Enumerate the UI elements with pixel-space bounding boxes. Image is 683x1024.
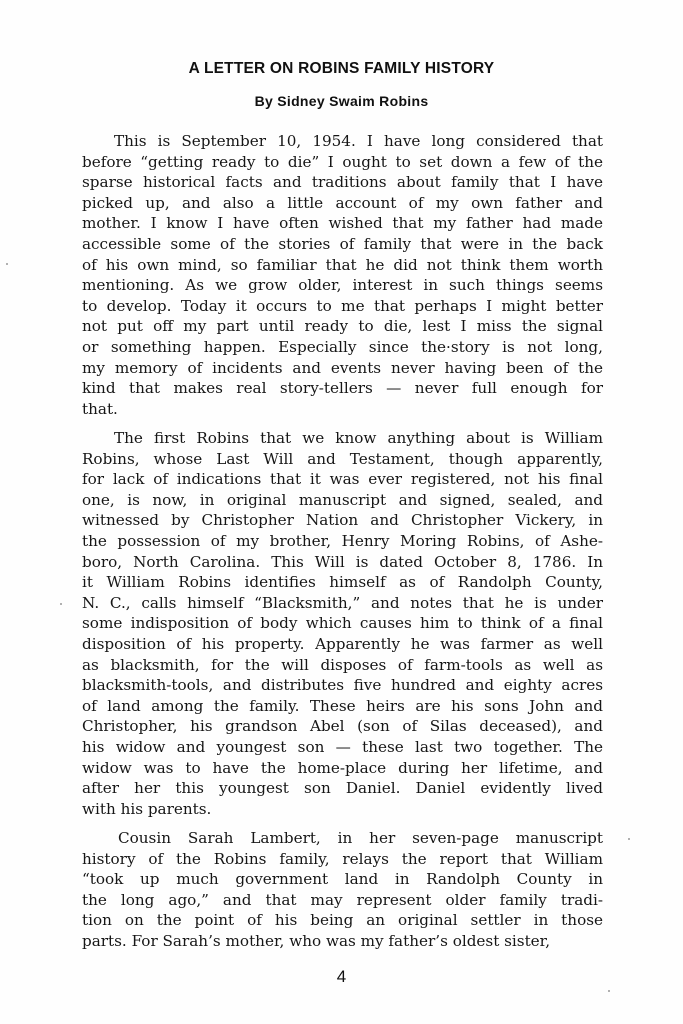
text-line: kind that makes real story-tellers — never full enough for: [82, 379, 603, 398]
text-line: to develop. Today it occurs to me that perhaps I might better: [82, 296, 603, 315]
text-line: the possession of my brother, Henry Moring Robins, of Ashe-: [82, 531, 603, 550]
text-line: This is September 10, 1954. I have long considered that: [114, 132, 603, 150]
text-line: disposition of his property. Apparently he was farmer as well: [82, 634, 603, 653]
text-line: tion on the point of his being an original settler in those: [82, 911, 603, 930]
text-line: boro, North Carolina. This Will is dated October 8, 1786. In: [82, 552, 603, 571]
text-line: Cousin Sarah Lambert, in her seven-page manuscript: [118, 829, 603, 847]
paragraph-3: [82, 828, 603, 952]
text-line: my memory of incidents and events never having been of the: [82, 358, 603, 377]
text-line: mother. I know I have often wished that my father had made: [82, 214, 603, 233]
page-number: 4: [336, 967, 347, 986]
text-line: accessible some of the stories of family that were in the back: [82, 234, 603, 253]
scan-speck: [60, 603, 62, 605]
text-line: “took up much government land in Randolph County in: [82, 870, 603, 889]
text-line: mentioning. As we grow older, interest in such things seems: [82, 276, 603, 295]
scan-speck: [6, 263, 8, 265]
text-line: not put off my part until ready to die, lest I miss the signal: [82, 317, 603, 336]
text-line: witnessed by Christopher Nation and Christopher Vickery, in: [82, 511, 603, 530]
text-line: widow was to have the home-place during her lifetime, and: [82, 758, 603, 777]
text-line: one, is now, in original manuscript and signed, sealed, and: [82, 490, 603, 509]
text-line: after her this youngest son Daniel. Daniel evidently lived: [82, 779, 603, 798]
text-line: the long ago,” and that may represent older family tradi-: [82, 890, 603, 909]
author-byline: By Sidney Swaim Robins: [254, 93, 429, 109]
document-title: A LETTER ON ROBINS FAMILY HISTORY: [188, 60, 495, 77]
text-line: The first Robins that we know anything about is William: [114, 429, 603, 447]
text-line: of his own mind, so familiar that he did not think them worth: [82, 255, 603, 274]
paragraph-2: [82, 428, 603, 819]
text-line: history of the Robins family, relays the report that William: [82, 849, 603, 868]
scan-speck: [628, 838, 630, 840]
text-line: or something happen. Especially since the·story is not long,: [82, 337, 603, 356]
text-line: his widow and youngest son — these last two together. The: [82, 737, 603, 756]
text-line: Robins, whose Last Will and Testament, though apparently,: [82, 449, 603, 468]
text-line: N. C., calls himself “Blacksmith,” and notes that he is under: [82, 593, 603, 612]
text-line: Christopher, his grandson Abel (son of Silas deceased), and: [82, 717, 603, 736]
text-line: sparse historical facts and traditions about family that I have: [82, 173, 603, 192]
text-line: some indisposition of body which causes him to think of a final: [82, 614, 603, 633]
text-line: picked up, and also a little account of my own father and: [82, 193, 603, 212]
text-line: before “getting ready to die” I ought to set down a few of the: [82, 152, 603, 171]
scan-speck: [608, 990, 610, 992]
text-line: with his parents.: [82, 799, 212, 818]
text-line: it William Robins identifies himself as of Randolph County,: [82, 573, 603, 592]
paragraph-1: [82, 131, 603, 419]
text-line: for lack of indications that it was ever registered, not his final: [82, 470, 603, 489]
text-line: of land among the family. These heirs are his sons John and: [82, 696, 603, 715]
text-line: as blacksmith, for the will disposes of farm-tools as well as: [82, 655, 603, 674]
text-line: parts. For Sarah’s mother, who was my father’s oldest sister,: [82, 931, 551, 950]
text-line: that.: [82, 399, 118, 418]
text-line: blacksmith-tools, and distributes five hundred and eighty acres: [82, 676, 603, 695]
